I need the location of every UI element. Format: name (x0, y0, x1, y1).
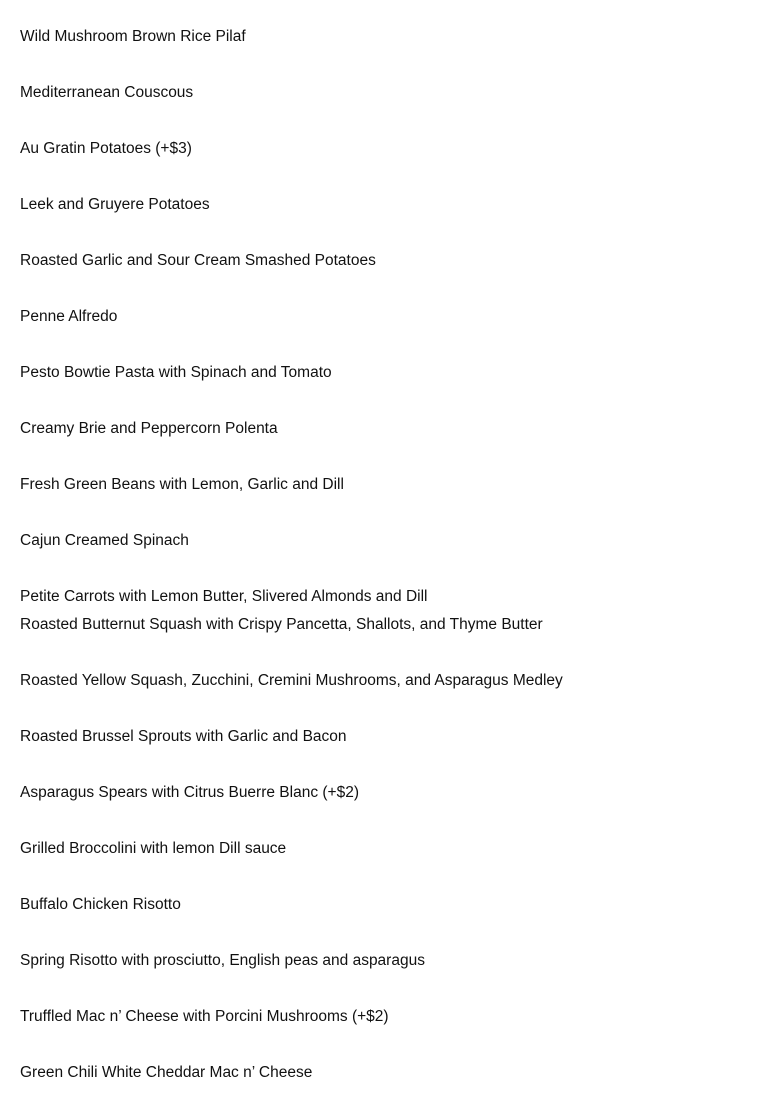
side-dish-list (20, 26, 563, 1084)
menu-item: Wild Mushroom Brown Rice Pilaf (20, 28, 246, 45)
menu-item: Au Gratin Potatoes (+$3) (20, 140, 192, 157)
menu-item: Asparagus Spears with Citrus Buerre Blanc (+$2) (20, 784, 360, 801)
menu-item: Roasted Yellow Squash, Zucchini, Cremini Mushrooms, and Asparagus Medley (20, 672, 563, 689)
menu-item: Roasted Garlic and Sour Cream Smashed Potatoes (20, 252, 376, 269)
menu-item: Buffalo Chicken Risotto (20, 896, 181, 913)
menu-item: Roasted Butternut Squash with Crispy Pancetta, Shallots, and Thyme Butter (20, 616, 543, 633)
menu-item: Roasted Brussel Sprouts with Garlic and Bacon (20, 728, 347, 745)
menu-item: Penne Alfredo (20, 308, 118, 325)
menu-item: Truffled Mac n’ Cheese with Porcini Mushrooms (+$2) (20, 1008, 389, 1025)
menu-item: Creamy Brie and Peppercorn Polenta (20, 420, 278, 437)
menu-item: Cajun Creamed Spinach (20, 532, 189, 549)
menu-item: Grilled Broccolini with lemon Dill sauce (20, 840, 287, 857)
menu-item: Green Chili White Cheddar Mac n’ Cheese (20, 1064, 313, 1081)
menu-item: Pesto Bowtie Pasta with Spinach and Tomato (20, 364, 332, 381)
menu-item: Mediterranean Couscous (20, 84, 194, 101)
menu-item: Spring Risotto with prosciutto, English peas and asparagus (20, 952, 425, 969)
menu-item: Leek and Gruyere Potatoes (20, 196, 210, 213)
menu-item: Fresh Green Beans with Lemon, Garlic and Dill (20, 476, 344, 493)
menu-item: Petite Carrots with Lemon Butter, Slivered Almonds and Dill (20, 588, 428, 605)
